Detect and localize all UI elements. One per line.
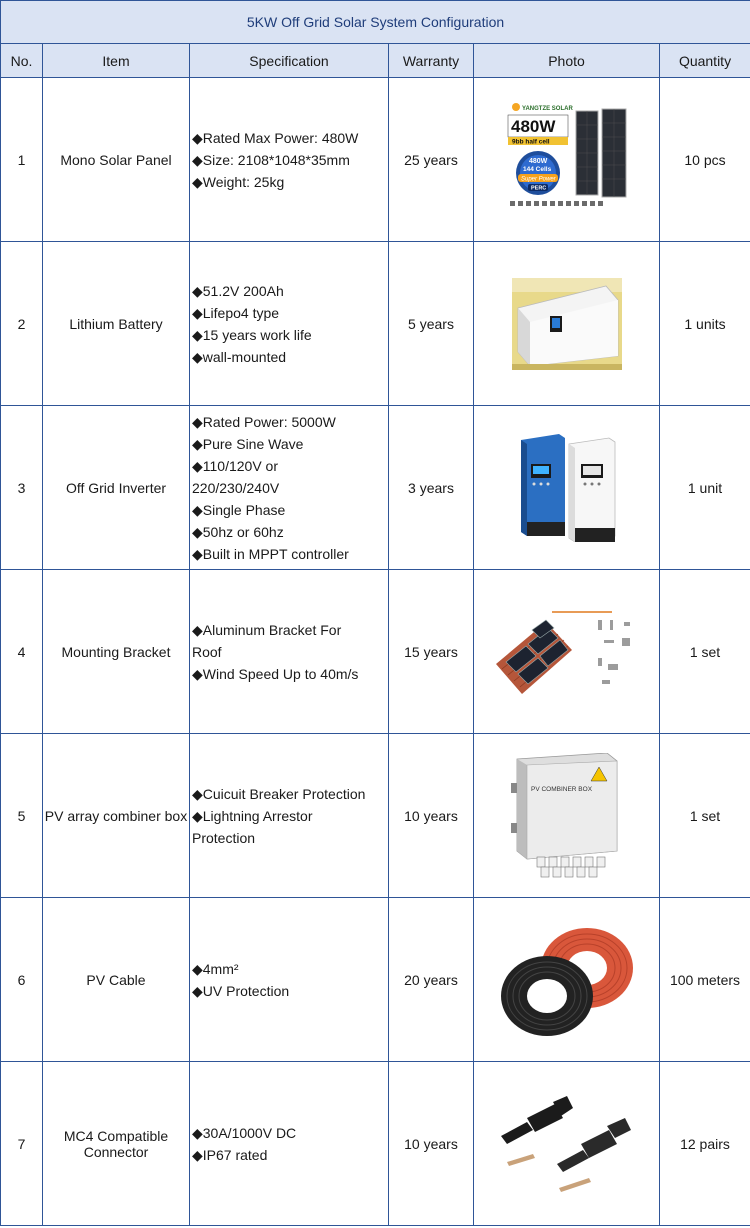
header-item: Item [43,44,190,78]
combiner-box-label: PV COMBINER BOX [530,785,592,793]
inverter-photo [517,434,617,542]
header-no: No. [1,44,43,78]
specification-cell [190,1062,389,1226]
item-name: MC4 Compatible Connector [43,1062,190,1226]
warranty-value: 25 years [389,78,474,242]
row-number: 4 [1,570,43,734]
lithium-battery-photo [512,278,622,370]
warranty-value: 20 years [389,898,474,1062]
warranty-value: 3 years [389,406,474,570]
spec-line: ◆Pure Sine Wave [192,435,304,452]
mounting-bracket-photo [492,602,642,702]
spec-line: 220/230/240V [192,479,280,496]
spec-line: ◆110/120V or [192,457,279,474]
badge-power: 480W [528,157,547,165]
spec-line: ◆50hz or 60hz [192,523,284,540]
row-number: 7 [1,1062,43,1226]
mc4-connector-photo [497,1096,637,1192]
item-name: PV array combiner box [43,734,190,898]
photo-cell [474,570,660,734]
spec-line: ◆IP67 rated [192,1146,268,1163]
spec-line: ◆Lightning Arrestor [192,807,313,824]
warranty-value: 5 years [389,242,474,406]
cell-label: 9bb half cell [511,138,550,145]
specification-cell [190,406,389,570]
warranty-value: 10 years [389,1062,474,1226]
spec-line: ◆Aluminum Bracket For [192,621,342,638]
spec-line: ◆Rated Max Power: 480W [192,129,359,146]
quantity-value: 1 set [660,570,750,734]
combiner-box-photo [507,753,627,879]
header-photo: Photo [474,44,660,78]
row-number: 2 [1,242,43,406]
table-row [1,242,750,406]
quantity-value: 1 set [660,734,750,898]
spec-line: ◆Rated Power: 5000W [192,413,336,430]
specification-cell [190,898,389,1062]
row-number: 1 [1,78,43,242]
item-name: Mono Solar Panel [43,78,190,242]
table-row [1,78,750,242]
photo-cell [474,78,660,242]
table-row [1,898,750,1062]
item-name: Lithium Battery [43,242,190,406]
pv-cable-photo [497,918,637,1042]
power-label: 480W [510,116,555,136]
row-number: 3 [1,406,43,570]
spec-line: ◆4mm² [192,960,239,977]
item-name: Mounting Bracket [43,570,190,734]
photo-cell [474,898,660,1062]
spec-line: ◆Wind Speed Up to 40m/s [192,665,359,682]
quantity-value: 10 pcs [660,78,750,242]
table-row [1,406,750,570]
spec-line: ◆wall-mounted [192,348,287,365]
table-row [1,1062,750,1226]
item-name: PV Cable [43,898,190,1062]
row-number: 6 [1,898,43,1062]
spec-line: ◆Built in MPPT controller [192,545,349,562]
spec-line: ◆Size: 2108*1048*35mm [192,151,350,168]
item-name: Off Grid Inverter [43,406,190,570]
spec-line: ◆Lifepo4 type [192,304,280,321]
photo-cell [474,734,660,898]
header-specification: Specification [190,44,389,78]
table-title: 5KW Off Grid Solar System Configuration [1,1,750,44]
row-number: 5 [1,734,43,898]
solar-panel-photo [502,95,632,225]
specification-cell [190,242,389,406]
header-quantity: Quantity [660,44,750,78]
spec-line: Roof [192,643,222,660]
spec-line: ◆15 years work life [192,326,312,343]
specification-cell [190,78,389,242]
quantity-value: 12 pairs [660,1062,750,1226]
photo-cell [474,1062,660,1226]
spec-line: ◆UV Protection [192,982,290,999]
table-row [1,734,750,898]
photo-cell [474,406,660,570]
specification-cell [190,570,389,734]
badge-super-power: Super Power [520,176,556,182]
header-warranty: Warranty [389,44,474,78]
badge-perc: PERC [530,185,546,191]
quantity-value: 100 meters [660,898,750,1062]
quantity-value: 1 units [660,242,750,406]
brand-label: YANGTZE SOLAR [521,105,573,112]
table-row [1,570,750,734]
badge-cells: 144 Cells [522,165,551,173]
photo-cell [474,242,660,406]
header-row [1,44,750,78]
warranty-value: 10 years [389,734,474,898]
spec-line: ◆Weight: 25kg [192,173,285,190]
spec-line: ◆Single Phase [192,501,286,518]
spec-line: ◆51.2V 200Ah [192,282,284,299]
spec-line: ◆30A/1000V DC [192,1124,297,1141]
quantity-value: 1 unit [660,406,750,570]
spec-line: Protection [192,829,256,846]
spec-line: ◆Cuicuit Breaker Protection [192,785,366,802]
warranty-value: 15 years [389,570,474,734]
specification-cell [190,734,389,898]
